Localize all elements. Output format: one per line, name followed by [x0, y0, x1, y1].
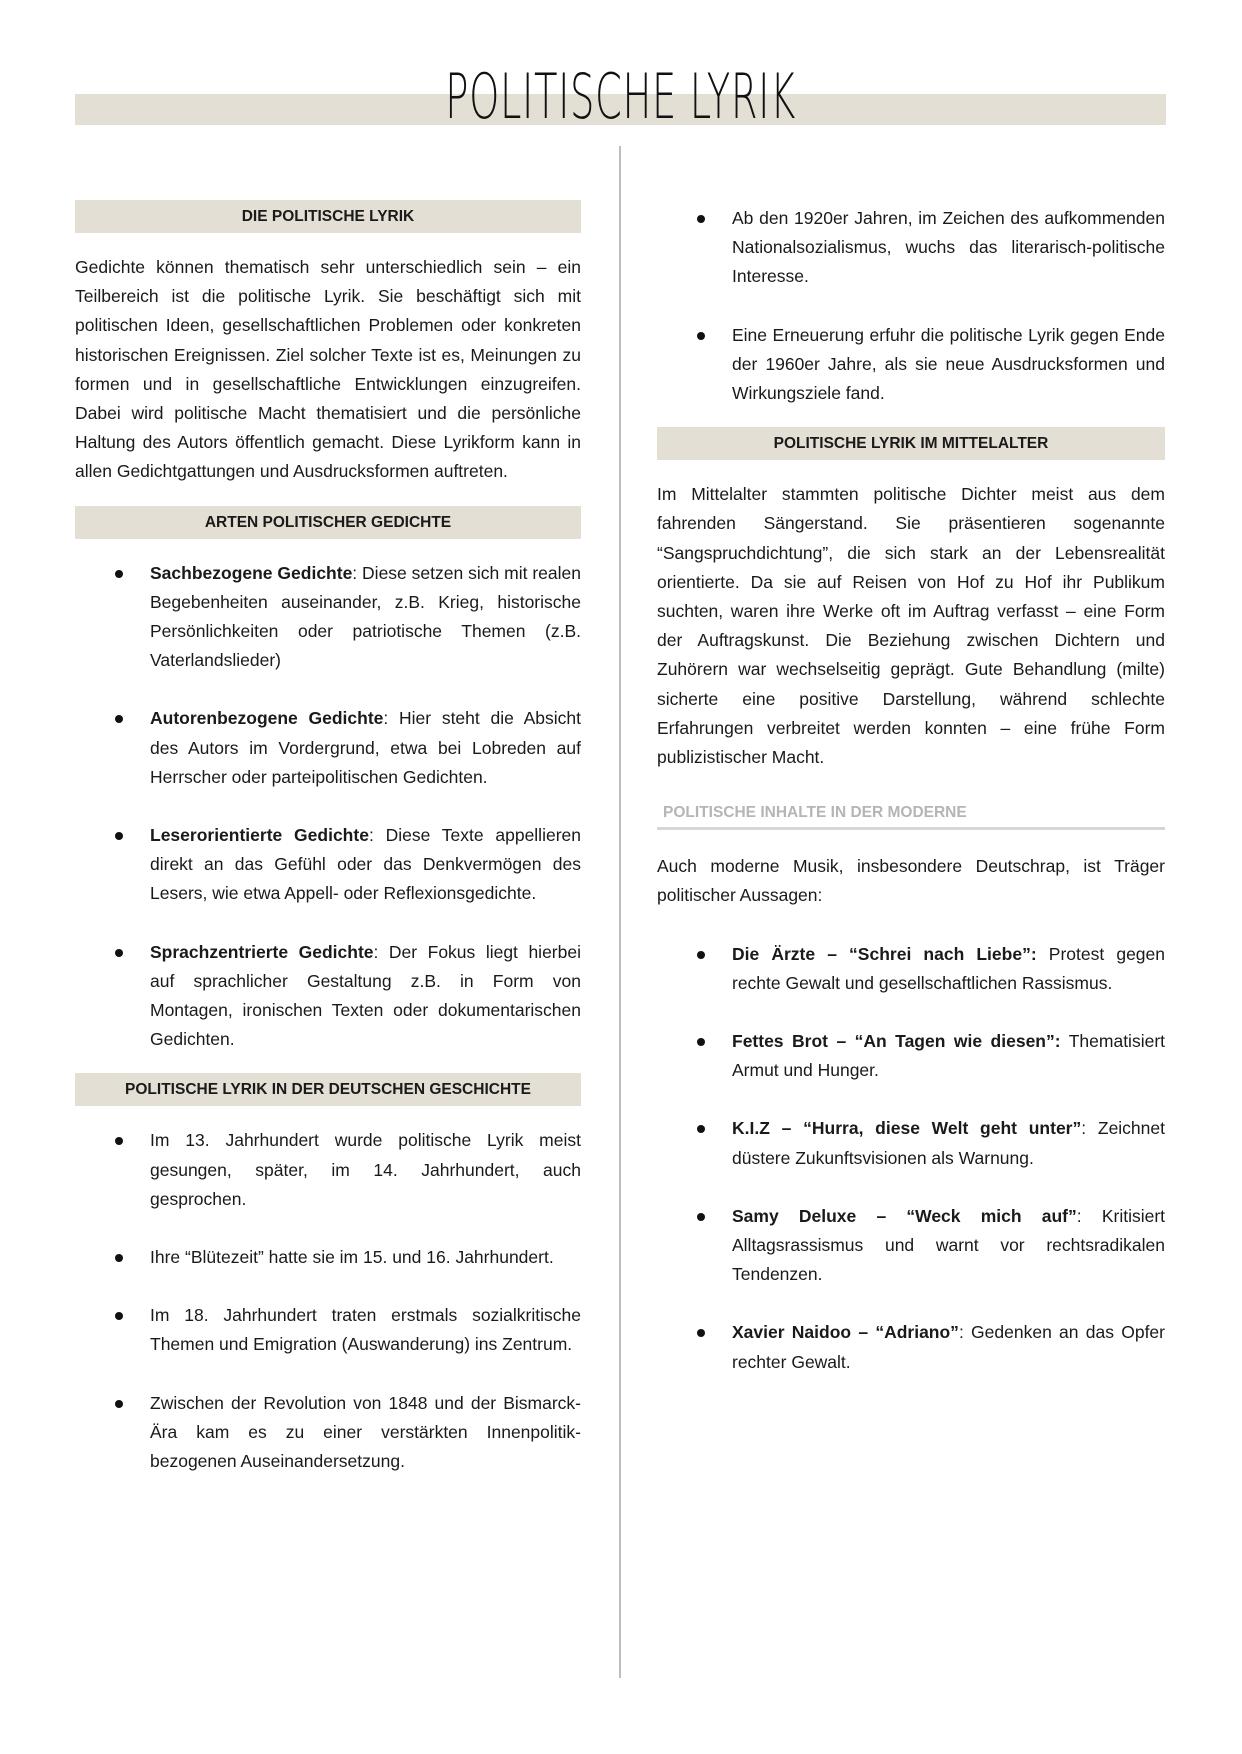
list-item: Sprachzentrierte Gedichte: Der Fokus liegt hierbei auf sprachlicher Gestaltung z.B. in Form von Montagen, ironischen Texten oder dokumentarischen Gedichten.: [75, 938, 581, 1055]
moderne-list: [657, 940, 1165, 1377]
page-title: POLITISCHE LYRIK: [445, 60, 796, 133]
section-heading-die-politische-lyrik: DIE POLITISCHE LYRIK: [75, 200, 581, 233]
mittelalter-paragraph: Im Mittelalter stammten politische Dichter meist aus dem fahrenden Sängerstand. Sie präsentieren sogenannte “Sangspruchdichtung”, die sich stark an der Lebensrealität orientierte. Da sie auf Reisen von Hof zu Hof ihr Publikum suchten, waren ihre Werke oft im Auftrag verfasst – eine Form der Auftragskunst. Die Beziehung zwischen Dichtern und Zuhörern war wechselseitig geprägt. Gute Behandlung (milte) sicherte eine positive Darstellung, während schlechte Erfahrungen verbreitet werden konnten – eine frühe Form publizistischer Macht.: [657, 484, 1165, 768]
list-item: Sachbezogene Gedichte: Diese setzen sich mit realen Begebenheiten auseinander, z.B. Krieg, historische Persönlichkeiten oder patriotische Themen (z.B. Vaterlandslieder): [75, 559, 581, 676]
list-item: Im 18. Jahrhundert traten erstmals sozialkritische Themen und Emigration (Auswanderung) ins Zentrum.: [75, 1301, 581, 1359]
list-item: Eine Erneuerung erfuhr die politische Lyrik gegen Ende der 1960er Jahre, als sie neue Ausdrucksformen und Wirkungsziele fand.: [657, 321, 1165, 409]
arten-list: [75, 559, 581, 1055]
geschichte-list: [75, 1126, 581, 1476]
section-heading-geschichte: POLITISCHE LYRIK IN DER DEUTSCHEN GESCHICHTE: [75, 1073, 581, 1106]
intro-paragraph: Gedichte können thematisch sehr unterschiedlich sein – ein Teilbereich ist die politische Lyrik. Sie beschäftigt sich mit politischen Ideen, gesellschaftlichen Problemen oder konkreten historischen Ereignissen. Ziel solcher Texte ist es, Meinungen zu formen und in gesellschaftliche Entwicklungen einzugreifen. Dabei wird politische Macht thematisiert und die persönliche Haltung des Autors öffentlich gemacht. Diese Lyrikform kann in allen Gedichtgattungen und Ausdrucksformen auftreten.: [75, 257, 581, 482]
list-item: K.I.Z – “Hurra, diese Welt geht unter”: Zeichnet düstere Zukunftsvisionen als Warnung.: [657, 1114, 1165, 1172]
list-item: Fettes Brot – “An Tagen wie diesen”: Thematisiert Armut und Hunger.: [657, 1027, 1165, 1085]
list-item: Die Ärzte – “Schrei nach Liebe”: Protest gegen rechte Gewalt und gesellschaftlichen Rassismus.: [657, 940, 1165, 998]
section-heading-moderne: POLITISCHE INHALTE IN DER MODERNE: [657, 797, 1165, 830]
list-item: Samy Deluxe – “Weck mich auf”: Kritisiert Alltagsrassismus und warnt vor rechtsradikalen Tendenzen.: [657, 1202, 1165, 1290]
section-heading-mittelalter: POLITISCHE LYRIK IM MITTELALTER: [657, 427, 1165, 460]
list-item: Autorenbezogene Gedichte: Hier steht die Absicht des Autors im Vordergrund, etwa bei Lobreden auf Herrscher oder parteipolitischen Gedichten.: [75, 704, 581, 792]
right-column: [657, 200, 1165, 1377]
list-item: Zwischen der Revolution von 1848 und der Bismarck-Ära kam es zu einer verstärkten Innenpolitik-bezogenen Auseinandersetzung.: [75, 1389, 581, 1477]
list-item: Leserorientierte Gedichte: Diese Texte appellieren direkt an das Gefühl oder das Denkvermögen des Lesers, wie etwa Appell- oder Reflexionsgedichte.: [75, 821, 581, 909]
list-item: Xavier Naidoo – “Adriano”: Gedenken an das Opfer rechter Gewalt.: [657, 1318, 1165, 1376]
moderne-intro: Auch moderne Musik, insbesondere Deutschrap, ist Träger politischer Aussagen:: [657, 856, 1165, 906]
column-divider: [619, 146, 621, 1678]
section-heading-arten: ARTEN POLITISCHER GEDICHTE: [75, 506, 581, 539]
left-column: [75, 200, 581, 1476]
list-item: Ab den 1920er Jahren, im Zeichen des aufkommenden Nationalsozialismus, wuchs das literarisch-politische Interesse.: [657, 204, 1165, 292]
list-item: Im 13. Jahrhundert wurde politische Lyrik meist gesungen, später, im 14. Jahrhundert, auch gesprochen.: [75, 1126, 581, 1214]
geschichte-list-continued: [657, 204, 1165, 408]
list-item: Ihre “Blütezeit” hatte sie im 15. und 16. Jahrhundert.: [75, 1243, 581, 1272]
